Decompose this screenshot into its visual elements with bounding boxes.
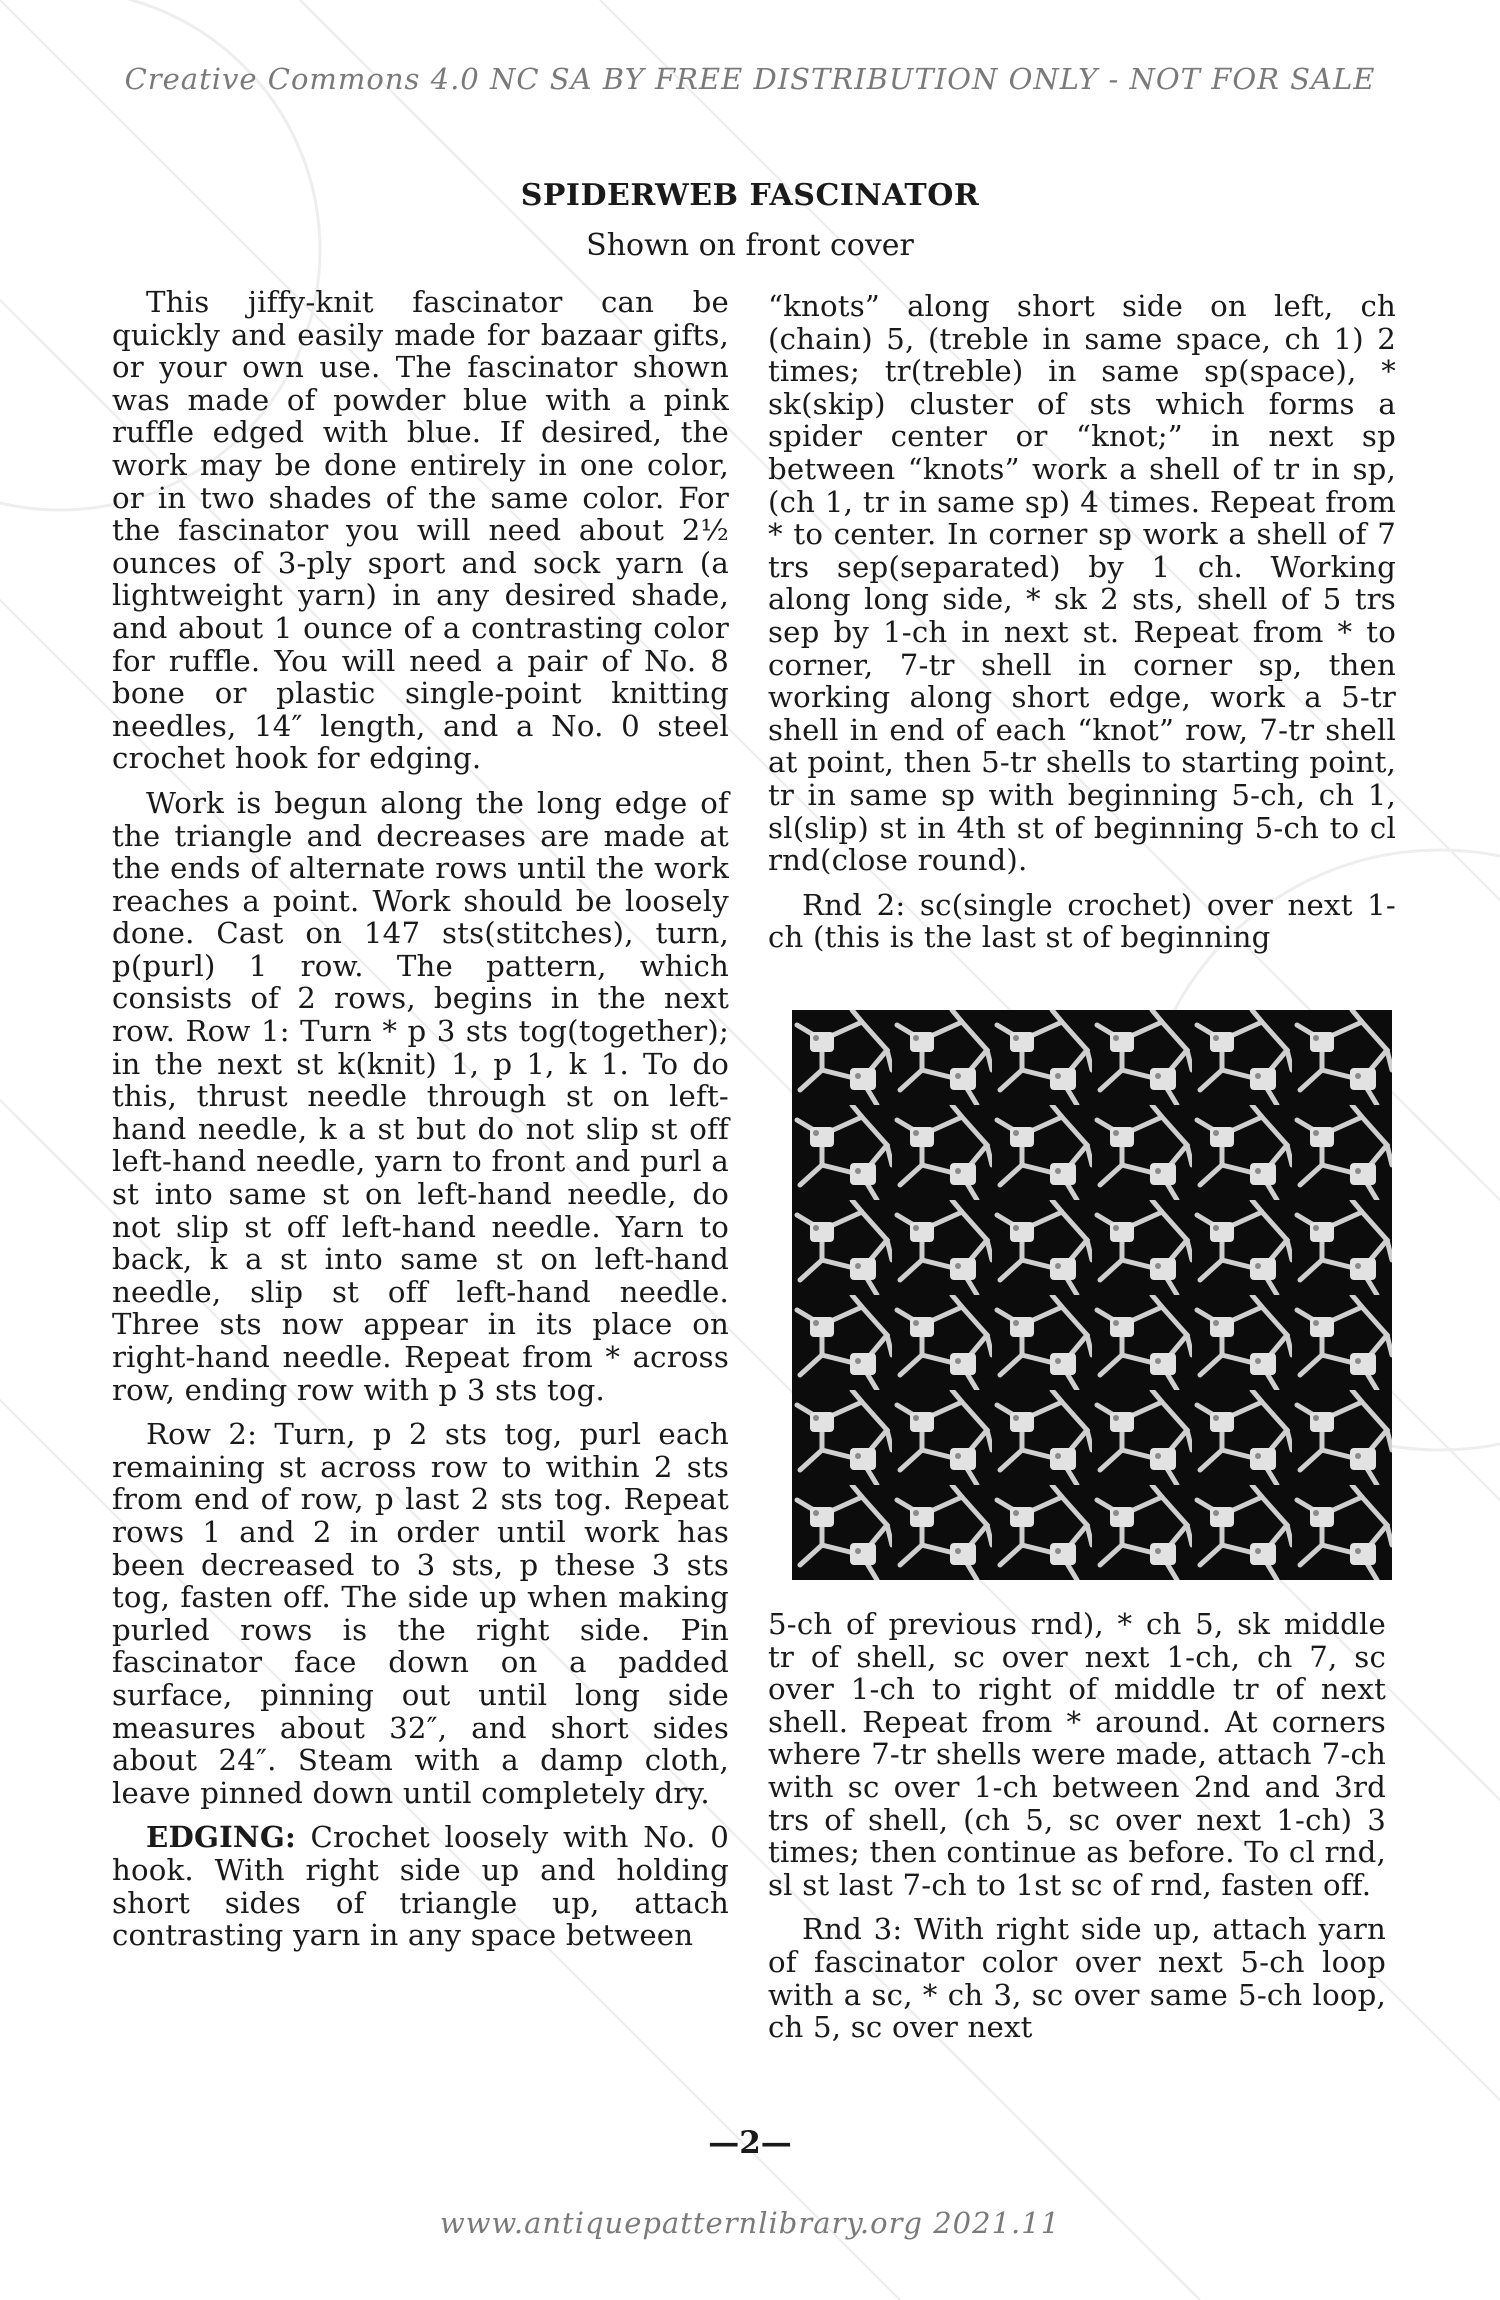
- edging-paragraph: [112, 1821, 729, 1951]
- stitch-pattern-photo: [792, 1010, 1392, 1580]
- edging-continued-paragraph: “knots” along short side on left, ch (chain) 5, (treble in same space, ch 1) 2 times; tr(treble) in same sp(space), * sk(skip) cluster of sts which forms a spider center or “knot;” in next sp between “knots” work a shell of tr in sp, (ch 1, tr in same sp) 4 times. Repeat from * to center. In corner sp work a shell of 7 trs sep(separated) by 1 ch. Working along long side, * sk 2 sts, shell of 5 trs sep by 1-ch in next st. Repeat from * to corner, 7-tr shell in corner sp, then working along short edge, work a 5-tr shell in end of each “knot” row, 7-tr shell at point, then 5-tr shells to starting point, tr in same sp with beginning 5-ch, ch 1, sl(slip) st in 4th st of beginning 5-ch to cl rnd(close round).: [768, 289, 1396, 878]
- footer-url: www.antiquepatternlibrary.org 2021.11: [439, 2206, 1061, 2240]
- page-title: SPIDERWEB FASCINATOR: [520, 178, 980, 213]
- intro-paragraph: This jiffy-knit fascinator can be quickly and easily made for bazaar gifts, or your own use. The fascinator shown was made of powder blue with a pink ruffle edged with blue. If desired, the work may be done entirely in one color, or in two shades of the same color. For the fascinator you will need about 2½ ounces of 3-ply sport and sock yarn (a lightweight yarn) in any desired shade, and about 1 ounce of a contrasting color for ruffle. You will need a pair of No. 8 bone or plastic single-point knitting needles, 14″ length, and a No. 0 steel crochet hook for edging.: [112, 285, 729, 776]
- page-number: —2—: [708, 2125, 792, 2161]
- right-column-top: [768, 290, 1396, 966]
- license-header: Creative Commons 4.0 NC SA BY FREE DISTRIBUTION ONLY - NOT FOR SALE: [124, 62, 1376, 96]
- page-subtitle: Shown on front cover: [586, 228, 914, 263]
- edging-text: Crochet loosely with No. 0 hook. With right side up and holding short sides of triangle up, attach contrasting yarn in any space between: [112, 1820, 729, 1953]
- right-column-bottom: [768, 1608, 1386, 2056]
- round-three-paragraph: Rnd 3: With right side up, attach yarn of fascinator color over next 5-ch loop with a sc, * ch 3, sc over same 5-ch loop, ch 5, sc over next: [768, 1912, 1386, 2045]
- round-two-continued-paragraph: 5-ch of previous rnd), * ch 5, sk middle tr of shell, sc over next 1-ch, ch 7, sc over 1-ch to right of middle tr of next shell. Repeat from * around. At corners where 7-tr shells were made, attach 7-ch with sc over 1-ch between 2nd and 3rd trs of shell, (ch 5, sc over next 1-ch) 3 times; then continue as before. To cl rnd, sl st last 7-ch to 1st sc of rnd, fasten off.: [768, 1607, 1386, 1902]
- row-two-paragraph: Row 2: Turn, p 2 sts tog, purl each remaining st across row to within 2 sts from end of row, p last 2 sts tog. Repeat rows 1 and 2 in order until work has been decreased to 3 sts, p these 3 sts tog, fasten off. The side up when making purled rows is the right side. Pin fascinator face down on a padded surface, pinning out until long side measures about 32″, and short sides about 24″. Steam with a damp cloth, leave pinned down until completely dry.: [112, 1417, 729, 1810]
- left-column: [112, 286, 729, 1964]
- method-paragraph: Work is begun along the long edge of the triangle and decreases are made at the ends of alternate rows until the work reaches a point. Work should be loosely done. Cast on 147 sts(stitches), turn, p(purl) 1 row. The pattern, which consists of 2 rows, begins in the next row. Row 1: Turn * p 3 sts tog(together); in the next st k(knit) 1, p 1, k 1. To do this, thrust needle through st on left-hand needle, k a st but do not slip st off left-hand needle, yarn to front and purl a st into same st on left-hand needle, do not slip st off left-hand needle. Yarn to back, k a st into same st on left-hand needle, slip st off left-hand needle. Three sts now appear in its place on right-hand needle. Repeat from * across row, ending row with p 3 sts tog.: [112, 785, 729, 1407]
- round-two-paragraph: Rnd 2: sc(single crochet) over next 1-ch (this is the last st of beginning: [768, 887, 1396, 955]
- edging-heading: EDGING:: [146, 1820, 296, 1855]
